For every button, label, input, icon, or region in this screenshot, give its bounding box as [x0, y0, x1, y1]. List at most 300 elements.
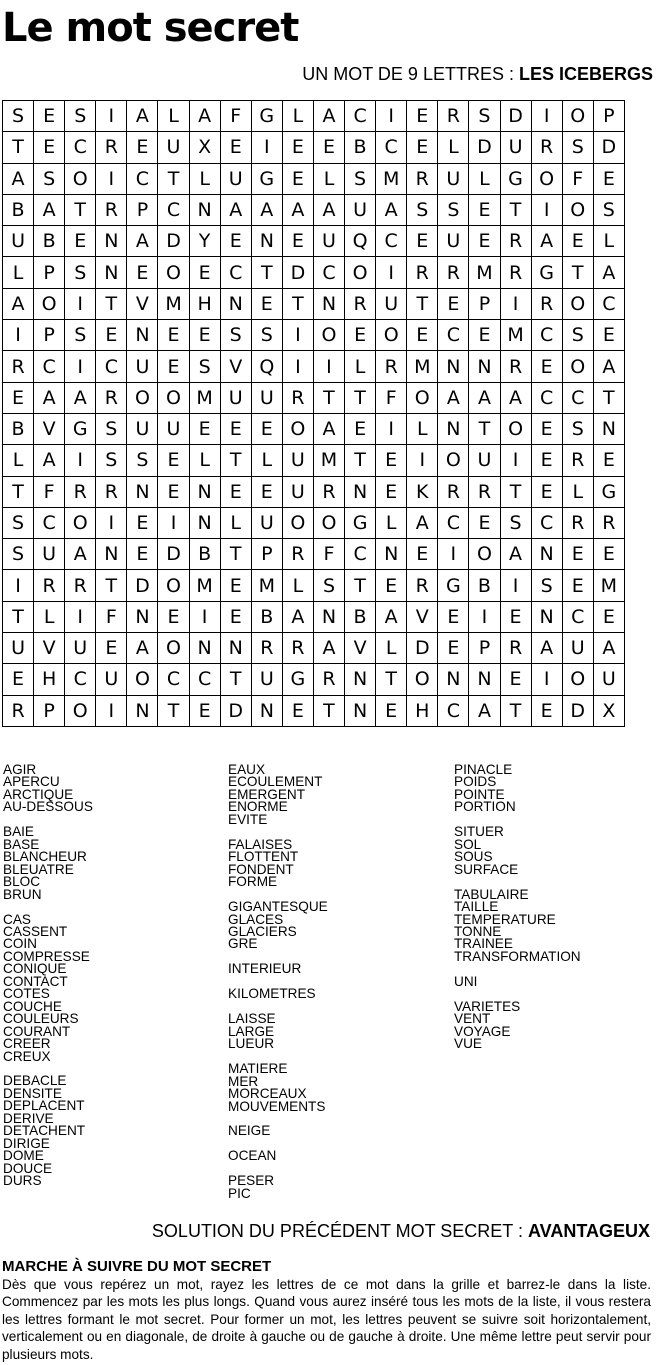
word-list-item: TAILLE: [454, 899, 499, 915]
grid-cell: P: [34, 695, 65, 726]
word-group: [228, 1150, 328, 1162]
grid-cell: M: [469, 257, 500, 288]
grid-cell: E: [220, 413, 251, 444]
grid-cell: E: [469, 507, 500, 538]
grid-cell: T: [500, 476, 531, 507]
grid-cell: R: [251, 633, 282, 664]
grid-cell: O: [562, 664, 593, 695]
grid-cell: E: [96, 633, 127, 664]
grid-cell: I: [376, 101, 407, 132]
grid-cell: O: [65, 507, 96, 538]
grid-cell: E: [251, 476, 282, 507]
grid-cell: R: [282, 633, 313, 664]
word-group: [3, 911, 93, 1064]
grid-cell: T: [158, 695, 189, 726]
grid-cell: N: [313, 288, 344, 319]
grid-cell: C: [531, 507, 562, 538]
grid-cell: M: [593, 570, 624, 601]
grid-cell: E: [500, 601, 531, 632]
grid-cell: R: [96, 476, 127, 507]
grid-cell: T: [313, 382, 344, 413]
grid-cell: V: [127, 288, 158, 319]
grid-cell: R: [438, 257, 469, 288]
grid-cell: N: [345, 476, 376, 507]
grid-cell: T: [3, 132, 34, 163]
grid-cell: E: [531, 695, 562, 726]
grid-cell: I: [407, 445, 438, 476]
grid-cell: E: [282, 226, 313, 257]
grid-cell: N: [127, 695, 158, 726]
grid-cell: O: [158, 570, 189, 601]
grid-cell: R: [407, 570, 438, 601]
word-list-item: TRAINEE: [454, 936, 513, 952]
grid-cell: A: [407, 507, 438, 538]
word-list-item: FLOTTENT: [228, 849, 299, 865]
grid-cell: A: [469, 382, 500, 413]
grid-cell: C: [531, 320, 562, 351]
grid-cell: I: [65, 445, 96, 476]
grid-cell: C: [376, 132, 407, 163]
grid-cell: E: [376, 445, 407, 476]
grid-cell: F: [313, 539, 344, 570]
grid-cell: S: [562, 413, 593, 444]
word-group: [228, 836, 328, 890]
grid-cell: I: [65, 351, 96, 382]
grid-cell: F: [562, 163, 593, 194]
word-list-item: MORCEAUX: [228, 1086, 307, 1102]
grid-cell: L: [376, 633, 407, 664]
grid-cell: T: [220, 445, 251, 476]
grid-cell: R: [438, 101, 469, 132]
grid-cell: S: [531, 570, 562, 601]
grid-cell: R: [3, 695, 34, 726]
grid-cell: R: [500, 633, 531, 664]
word-list-item: FALAISES: [228, 836, 293, 852]
grid-cell: E: [593, 445, 624, 476]
grid-cell: A: [220, 194, 251, 225]
grid-cell: M: [500, 320, 531, 351]
grid-cell: D: [158, 226, 189, 257]
word-list-item: DEBACLE: [3, 1073, 67, 1089]
grid-cell: T: [3, 476, 34, 507]
grid-cell: E: [220, 476, 251, 507]
word-group: [228, 764, 328, 826]
grid-cell: O: [158, 382, 189, 413]
word-list-item: BAIE: [3, 824, 34, 840]
grid-cell: L: [189, 163, 220, 194]
grid-cell: S: [127, 445, 158, 476]
grid-cell: I: [500, 570, 531, 601]
grid-cell: A: [469, 695, 500, 726]
word-list-item: NEIGE: [228, 1123, 271, 1139]
grid-cell: E: [407, 132, 438, 163]
grid-cell: E: [189, 695, 220, 726]
word-group: [454, 886, 581, 964]
word-list-item: PESER: [228, 1173, 275, 1189]
grid-cell: F: [34, 476, 65, 507]
grid-cell: M: [251, 570, 282, 601]
grid-cell: I: [500, 445, 531, 476]
word-list-item: COTES: [3, 986, 50, 1002]
word-list-item: MOUVEMENTS: [228, 1098, 326, 1114]
grid-cell: D: [127, 570, 158, 601]
grid-cell: U: [500, 132, 531, 163]
grid-cell: S: [313, 570, 344, 601]
grid-cell: U: [220, 382, 251, 413]
grid-cell: A: [500, 539, 531, 570]
word-list-item: DENSITE: [3, 1085, 62, 1101]
grid-cell: O: [313, 320, 344, 351]
grid-cell: S: [438, 194, 469, 225]
grid-cell: I: [96, 695, 127, 726]
grid-row: [3, 476, 625, 507]
grid-cell: E: [593, 320, 624, 351]
word-list-item: SITUER: [454, 824, 504, 840]
grid-row: [3, 132, 625, 163]
grid-cell: S: [562, 320, 593, 351]
grid-cell: O: [407, 382, 438, 413]
grid-cell: E: [158, 601, 189, 632]
word-list-item: APERCU: [3, 774, 60, 790]
grid-cell: Q: [345, 226, 376, 257]
grid-cell: O: [407, 664, 438, 695]
grid-cell: E: [345, 413, 376, 444]
grid-cell: N: [313, 601, 344, 632]
grid-cell: E: [127, 539, 158, 570]
grid-cell: H: [407, 695, 438, 726]
grid-cell: N: [438, 664, 469, 695]
grid-cell: E: [469, 226, 500, 257]
grid-cell: E: [251, 288, 282, 319]
grid-cell: E: [593, 601, 624, 632]
subtitle-theme: LES ICEBERGS: [518, 64, 653, 84]
grid-cell: I: [96, 163, 127, 194]
grid-cell: R: [407, 163, 438, 194]
grid-cell: L: [469, 163, 500, 194]
word-group: [454, 764, 581, 814]
grid-cell: M: [158, 288, 189, 319]
word-list-item: AU-DESSOUS: [3, 799, 93, 815]
grid-cell: E: [438, 288, 469, 319]
grid-cell: V: [34, 413, 65, 444]
grid-cell: A: [282, 601, 313, 632]
grid-cell: A: [282, 194, 313, 225]
grid-cell: N: [376, 539, 407, 570]
word-list-item: ARCTIQUE: [3, 786, 74, 802]
grid-cell: N: [189, 507, 220, 538]
word-list-column-3: [454, 764, 581, 1063]
grid-cell: G: [65, 413, 96, 444]
grid-cell: A: [34, 445, 65, 476]
grid-cell: L: [189, 445, 220, 476]
grid-cell: L: [3, 445, 34, 476]
grid-cell: U: [282, 445, 313, 476]
word-group: [454, 998, 581, 1052]
grid-cell: C: [96, 351, 127, 382]
grid-cell: O: [313, 507, 344, 538]
word-list-item: BRUN: [3, 886, 42, 902]
grid-row: [3, 413, 625, 444]
grid-cell: N: [345, 695, 376, 726]
grid-cell: O: [127, 382, 158, 413]
word-list-item: OCEAN: [228, 1148, 277, 1164]
word-list-item: DEPLACENT: [3, 1098, 85, 1114]
word-list-item: COULEURS: [3, 1011, 79, 1027]
grid-cell: E: [593, 163, 624, 194]
grid-cell: L: [593, 226, 624, 257]
grid-cell: E: [220, 601, 251, 632]
grid-cell: E: [469, 320, 500, 351]
grid-cell: U: [158, 132, 189, 163]
grid-cell: E: [158, 351, 189, 382]
grid-row: [3, 320, 625, 351]
grid-cell: S: [96, 445, 127, 476]
grid-cell: S: [407, 194, 438, 225]
grid-row: [3, 194, 625, 225]
grid-cell: U: [562, 633, 593, 664]
grid-cell: A: [593, 351, 624, 382]
grid-cell: O: [282, 507, 313, 538]
grid-cell: G: [531, 257, 562, 288]
grid-cell: R: [438, 476, 469, 507]
grid-cell: O: [65, 695, 96, 726]
grid-cell: E: [3, 664, 34, 695]
grid-cell: O: [500, 413, 531, 444]
grid-cell: G: [282, 664, 313, 695]
grid-cell: M: [189, 382, 220, 413]
grid-cell: G: [500, 163, 531, 194]
grid-cell: N: [189, 633, 220, 664]
grid-cell: L: [3, 257, 34, 288]
grid-row: [3, 695, 625, 726]
grid-row: [3, 507, 625, 538]
grid-cell: T: [345, 445, 376, 476]
grid-cell: E: [127, 132, 158, 163]
word-group: [228, 1063, 328, 1113]
word-list-item: COUCHE: [3, 998, 62, 1014]
grid-cell: K: [407, 476, 438, 507]
grid-cell: A: [251, 194, 282, 225]
grid-cell: U: [127, 351, 158, 382]
grid-cell: U: [220, 163, 251, 194]
grid-cell: R: [500, 226, 531, 257]
grid-cell: B: [34, 226, 65, 257]
grid-cell: F: [96, 601, 127, 632]
grid-cell: S: [3, 101, 34, 132]
word-list-item: TONNE: [454, 923, 502, 939]
page-title: Le mot secret: [2, 5, 299, 51]
word-list-item: PIC: [228, 1185, 251, 1201]
grid-cell: A: [376, 194, 407, 225]
grid-cell: E: [127, 507, 158, 538]
grid-cell: O: [562, 101, 593, 132]
grid-cell: C: [127, 163, 158, 194]
grid-cell: O: [438, 445, 469, 476]
grid-cell: P: [34, 257, 65, 288]
grid-cell: T: [376, 664, 407, 695]
word-group: [228, 1013, 328, 1050]
grid-cell: U: [3, 633, 34, 664]
grid-cell: A: [531, 633, 562, 664]
grid-cell: V: [407, 601, 438, 632]
grid-cell: I: [65, 288, 96, 319]
word-list-item: ECOULEMENT: [228, 774, 323, 790]
grid-cell: U: [469, 445, 500, 476]
grid-row: [3, 226, 625, 257]
grid-cell: E: [531, 476, 562, 507]
grid-cell: S: [345, 163, 376, 194]
word-list-item: SOL: [454, 836, 482, 852]
grid-cell: T: [345, 382, 376, 413]
grid-cell: L: [282, 570, 313, 601]
grid-cell: R: [345, 288, 376, 319]
word-group: [3, 826, 93, 901]
grid-cell: I: [531, 664, 562, 695]
word-list-item: CONTACT: [3, 973, 68, 989]
grid-cell: E: [189, 257, 220, 288]
grid-cell: I: [376, 257, 407, 288]
word-list-item: PINACLE: [454, 762, 513, 777]
word-list-item: EMERGENT: [228, 786, 306, 802]
grid-cell: R: [593, 507, 624, 538]
grid-cell: A: [500, 382, 531, 413]
grid-cell: B: [345, 601, 376, 632]
word-list-item: CREER: [3, 1036, 51, 1052]
grid-cell: B: [3, 194, 34, 225]
grid-cell: A: [127, 226, 158, 257]
grid-cell: S: [220, 320, 251, 351]
word-list-item: DURS: [3, 1173, 42, 1189]
grid-cell: N: [96, 539, 127, 570]
grid-cell: A: [438, 382, 469, 413]
grid-cell: R: [313, 476, 344, 507]
word-list-item: TEMPERATURE: [454, 911, 556, 927]
grid-cell: E: [251, 413, 282, 444]
word-list-item: POIDS: [454, 774, 497, 790]
grid-cell: G: [438, 570, 469, 601]
grid-cell: E: [531, 351, 562, 382]
word-group: [228, 988, 328, 1000]
grid-cell: N: [345, 664, 376, 695]
grid-cell: S: [65, 320, 96, 351]
grid-cell: E: [34, 132, 65, 163]
grid-cell: E: [220, 226, 251, 257]
grid-cell: O: [531, 163, 562, 194]
grid-cell: E: [562, 570, 593, 601]
grid-cell: O: [562, 288, 593, 319]
word-list-item: LAISSE: [228, 1011, 276, 1027]
word-group: [228, 1125, 328, 1137]
grid-cell: R: [282, 382, 313, 413]
grid-cell: E: [313, 132, 344, 163]
grid-cell: I: [96, 101, 127, 132]
word-list-item: AGIR: [3, 762, 37, 777]
grid-cell: D: [500, 101, 531, 132]
grid-cell: T: [469, 413, 500, 444]
grid-cell: V: [34, 633, 65, 664]
grid-cell: N: [469, 351, 500, 382]
grid-cell: N: [127, 320, 158, 351]
instructions-heading: MARCHE À SUIVRE DU MOT SECRET: [2, 1258, 272, 1275]
grid-cell: R: [407, 257, 438, 288]
grid-cell: E: [376, 476, 407, 507]
grid-cell: L: [158, 101, 189, 132]
grid-cell: E: [158, 320, 189, 351]
grid-cell: T: [407, 288, 438, 319]
grid-row: [3, 101, 625, 132]
grid-cell: R: [562, 507, 593, 538]
grid-cell: B: [3, 413, 34, 444]
grid-cell: N: [469, 664, 500, 695]
grid-cell: O: [562, 351, 593, 382]
word-list-item: VENT: [454, 1011, 491, 1027]
grid-cell: N: [189, 194, 220, 225]
grid-cell: O: [562, 194, 593, 225]
grid-cell: T: [96, 570, 127, 601]
grid-cell: A: [593, 257, 624, 288]
grid-cell: D: [158, 539, 189, 570]
grid-cell: T: [313, 695, 344, 726]
grid-cell: P: [251, 539, 282, 570]
grid-cell: S: [189, 351, 220, 382]
word-group: [454, 973, 581, 989]
grid-cell: U: [158, 413, 189, 444]
grid-cell: D: [593, 132, 624, 163]
grid-cell: T: [251, 257, 282, 288]
subtitle-prefix: UN MOT DE 9 LETTRES :: [302, 64, 519, 84]
grid-cell: D: [469, 132, 500, 163]
grid-row: [3, 257, 625, 288]
grid-cell: Y: [189, 226, 220, 257]
grid-row: [3, 288, 625, 319]
puzzle-subtitle: [302, 63, 653, 85]
grid-cell: E: [282, 163, 313, 194]
word-list-item: DIRIGE: [3, 1135, 50, 1151]
word-list-item: BLANCHEUR: [3, 849, 87, 865]
word-group: [228, 901, 328, 951]
grid-cell: S: [3, 539, 34, 570]
word-list-item: GLACES: [228, 911, 284, 927]
grid-cell: I: [376, 413, 407, 444]
grid-cell: E: [282, 695, 313, 726]
grid-cell: R: [96, 194, 127, 225]
grid-cell: G: [251, 163, 282, 194]
grid-cell: U: [3, 226, 34, 257]
grid-cell: U: [345, 194, 376, 225]
grid-cell: V: [345, 633, 376, 664]
grid-cell: G: [251, 101, 282, 132]
word-list-item: INTERIEUR: [228, 961, 302, 977]
word-list-item: BLEUATRE: [3, 861, 74, 877]
word-list-item: BASE: [3, 836, 40, 852]
grid-row: [3, 633, 625, 664]
grid-cell: U: [593, 664, 624, 695]
grid-cell: N: [593, 413, 624, 444]
grid-cell: P: [469, 633, 500, 664]
grid-cell: C: [189, 664, 220, 695]
grid-cell: N: [189, 476, 220, 507]
grid-cell: C: [376, 226, 407, 257]
grid-cell: A: [189, 101, 220, 132]
grid-cell: C: [438, 695, 469, 726]
grid-cell: E: [407, 320, 438, 351]
word-list-item: KILOMETRES: [228, 986, 316, 1002]
grid-row: [3, 664, 625, 695]
grid-cell: E: [189, 413, 220, 444]
grid-cell: R: [531, 132, 562, 163]
grid-cell: S: [500, 507, 531, 538]
grid-cell: E: [158, 476, 189, 507]
